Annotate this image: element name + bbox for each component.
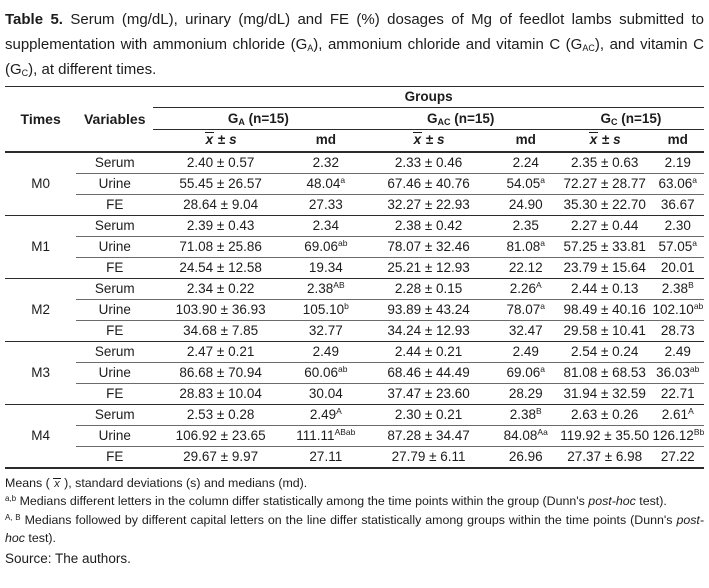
mean-sd-cell: 28.83 ± 10.04 bbox=[153, 383, 288, 404]
median-cell: 2.35 bbox=[494, 215, 558, 236]
median-cell: 27.11 bbox=[288, 446, 363, 468]
mean-sd-cell: 2.54 ± 0.24 bbox=[558, 341, 652, 362]
table-row bbox=[5, 341, 704, 362]
table-row bbox=[5, 215, 704, 236]
group-header-gac: $G_{AC}$ (n=15) bbox=[364, 107, 558, 129]
median-cell: 69.06$^{ab}$ bbox=[288, 236, 363, 257]
variable-label: Serum bbox=[76, 215, 153, 236]
mean-sd-cell: 2.40 ± 0.57 bbox=[153, 152, 288, 174]
median-header: md bbox=[494, 129, 558, 152]
mean-sd-cell: 93.89 ± 43.24 bbox=[364, 299, 494, 320]
table-row bbox=[5, 257, 704, 278]
median-cell: $2.26^A$ bbox=[494, 278, 558, 299]
median-cell: 36.67 bbox=[652, 194, 704, 215]
mean-sd-cell: 72.27 ± 28.77 bbox=[558, 173, 652, 194]
variable-label: Serum bbox=[76, 152, 153, 174]
mean-sd-cell: 27.37 ± 6.98 bbox=[558, 446, 652, 468]
median-cell: $2.38^{AB}$ bbox=[288, 278, 363, 299]
median-cell: 2.19 bbox=[652, 152, 704, 174]
time-label: M4 bbox=[5, 404, 76, 468]
variable-label: Urine bbox=[76, 236, 153, 257]
mean-sd-cell: 2.27 ± 0.44 bbox=[558, 215, 652, 236]
data-table bbox=[5, 86, 704, 469]
significance-superscript: ABab bbox=[334, 427, 356, 438]
median-cell: 48.04$^a$ bbox=[288, 173, 363, 194]
median-cell: 32.77 bbox=[288, 320, 363, 341]
mean-sd-cell: 68.46 ± 44.49 bbox=[364, 362, 494, 383]
significance-superscript: ab bbox=[689, 364, 700, 375]
table-row bbox=[5, 173, 704, 194]
variable-label: Serum bbox=[76, 278, 153, 299]
variable-label: FE bbox=[76, 383, 153, 404]
median-cell: 2.49 bbox=[494, 341, 558, 362]
header-row-groups bbox=[5, 86, 704, 107]
median-cell: 22.71 bbox=[652, 383, 704, 404]
median-cell: 28.29 bbox=[494, 383, 558, 404]
median-cell: $126.12^{Bb}$ bbox=[652, 425, 704, 446]
significance-superscript: a bbox=[540, 238, 545, 249]
table-row bbox=[5, 194, 704, 215]
median-cell: 36.03$^{ab}$ bbox=[652, 362, 704, 383]
mean-sd-cell: 27.79 ± 6.11 bbox=[364, 446, 494, 468]
significance-superscript: a bbox=[692, 175, 698, 186]
median-cell: 78.07$^a$ bbox=[494, 299, 558, 320]
mean-sd-header: x ± s bbox=[153, 129, 288, 152]
significance-superscript: A bbox=[688, 406, 694, 417]
mean-sd-cell: 2.44 ± 0.21 bbox=[364, 341, 494, 362]
median-cell: 32.47 bbox=[494, 320, 558, 341]
table-row bbox=[5, 152, 704, 174]
table-caption: Table 5. Serum (mg/dL), urinary (mg/dL) and FE (%) dosages of Mg of feedlot lambs submitted to supplementation with ammonium chloride $(G_A)$, ammonium chloride and vitamin C $(G_{AC})$, and vitamin C $(G_C)$, at different times. bbox=[5, 11, 704, 79]
mean-sd-cell: 32.27 ± 22.93 bbox=[364, 194, 494, 215]
mean-sd-cell: 81.08 ± 68.53 bbox=[558, 362, 652, 383]
table-row bbox=[5, 362, 704, 383]
mean-sd-cell: 29.67 ± 9.97 bbox=[153, 446, 288, 468]
mean-sd-cell: 31.94 ± 32.59 bbox=[558, 383, 652, 404]
median-cell: 57.05$^a$ bbox=[652, 236, 704, 257]
mean-sd-cell: 2.63 ± 0.26 bbox=[558, 404, 652, 425]
footnote-means: Means ( x ), standard deviations (s) and medians (md). bbox=[5, 475, 308, 490]
median-cell: 2.32 bbox=[288, 152, 363, 174]
mean-sd-cell: 67.46 ± 40.76 bbox=[364, 173, 494, 194]
variable-label: FE bbox=[76, 194, 153, 215]
variable-label: Urine bbox=[76, 173, 153, 194]
significance-superscript: b bbox=[344, 301, 349, 312]
table-header bbox=[5, 86, 704, 152]
significance-superscript: A bbox=[336, 406, 342, 417]
variable-label: Urine bbox=[76, 362, 153, 383]
median-cell: $2.38^B$ bbox=[494, 404, 558, 425]
median-cell: 60.06$^{ab}$ bbox=[288, 362, 363, 383]
median-cell: 2.30 bbox=[652, 215, 704, 236]
mean-sd-header: x ± s bbox=[558, 129, 652, 152]
mean-sd-cell: 2.47 ± 0.21 bbox=[153, 341, 288, 362]
median-cell: 102.10$^{ab}$ bbox=[652, 299, 704, 320]
time-label: M0 bbox=[5, 152, 76, 216]
mean-sd-cell: 25.21 ± 12.93 bbox=[364, 257, 494, 278]
mean-sd-cell: 2.53 ± 0.28 bbox=[153, 404, 288, 425]
significance-superscript: a bbox=[692, 238, 698, 249]
variable-label: FE bbox=[76, 320, 153, 341]
variable-label: Serum bbox=[76, 404, 153, 425]
median-cell: 2.49 bbox=[652, 341, 704, 362]
mean-sd-cell: 2.33 ± 0.46 bbox=[364, 152, 494, 174]
median-cell: 24.90 bbox=[494, 194, 558, 215]
mean-sd-cell: 57.25 ± 33.81 bbox=[558, 236, 652, 257]
median-cell: 28.73 bbox=[652, 320, 704, 341]
mean-sd-cell: 24.54 ± 12.58 bbox=[153, 257, 288, 278]
significance-superscript: Aa bbox=[537, 427, 548, 438]
mean-sd-cell: 35.30 ± 22.70 bbox=[558, 194, 652, 215]
groups-header: Groups bbox=[153, 86, 704, 107]
table-row bbox=[5, 404, 704, 425]
mean-sd-cell: 86.68 ± 70.94 bbox=[153, 362, 288, 383]
mean-sd-cell: 34.24 ± 12.93 bbox=[364, 320, 494, 341]
mean-sd-cell: 106.92 ± 23.65 bbox=[153, 425, 288, 446]
footnote-column-letters: $^{a,b}$ Medians different letters in the column differ statistically among the time points within the group (Dunn's post-hoc test). bbox=[5, 494, 667, 509]
median-cell: 63.06$^a$ bbox=[652, 173, 704, 194]
significance-superscript: a bbox=[540, 175, 545, 186]
median-cell: 20.01 bbox=[652, 257, 704, 278]
mean-sd-cell: 2.34 ± 0.22 bbox=[153, 278, 288, 299]
table-row bbox=[5, 425, 704, 446]
significance-superscript: a bbox=[540, 301, 545, 312]
mean-sd-cell: 55.45 ± 26.57 bbox=[153, 173, 288, 194]
group-header-gc: $G_C$ (n=15) bbox=[558, 107, 704, 129]
group-header-ga: $G_A$ (n=15) bbox=[153, 107, 363, 129]
median-cell: 2.24 bbox=[494, 152, 558, 174]
table-row bbox=[5, 320, 704, 341]
column-header-variables: Variables bbox=[76, 86, 153, 152]
median-cell: 19.34 bbox=[288, 257, 363, 278]
median-cell: 105.10$^b$ bbox=[288, 299, 363, 320]
significance-superscript: a bbox=[340, 175, 346, 186]
significance-superscript: ab bbox=[337, 364, 348, 375]
source-note: Source: The authors. bbox=[5, 551, 131, 566]
mean-sd-cell: 2.44 ± 0.13 bbox=[558, 278, 652, 299]
significance-superscript: A bbox=[536, 280, 542, 291]
variable-label: Urine bbox=[76, 425, 153, 446]
mean-sd-cell: 28.64 ± 9.04 bbox=[153, 194, 288, 215]
median-cell: $2.61^A$ bbox=[652, 404, 704, 425]
variable-label: FE bbox=[76, 257, 153, 278]
median-cell: 81.08$^a$ bbox=[494, 236, 558, 257]
time-label: M1 bbox=[5, 215, 76, 278]
mean-sd-cell: 119.92 ± 35.50 bbox=[558, 425, 652, 446]
table-body bbox=[5, 152, 704, 468]
median-cell: 2.49 bbox=[288, 341, 363, 362]
median-cell: 30.04 bbox=[288, 383, 363, 404]
table-footnotes bbox=[5, 474, 704, 566]
mean-sd-cell: 37.47 ± 23.60 bbox=[364, 383, 494, 404]
significance-superscript: ab bbox=[693, 301, 704, 312]
footnote-line-letters: $^{A, B}$ Medians followed by different capital letters on the line differ statistically among groups within the time points (Dunn's post-hoc test). bbox=[5, 512, 704, 546]
median-cell: 27.33 bbox=[288, 194, 363, 215]
table-row bbox=[5, 236, 704, 257]
median-header: md bbox=[652, 129, 704, 152]
table-row bbox=[5, 383, 704, 404]
significance-superscript: AB bbox=[333, 280, 345, 291]
median-cell: 26.96 bbox=[494, 446, 558, 468]
mean-sd-cell: 98.49 ± 40.16 bbox=[558, 299, 652, 320]
significance-superscript: ab bbox=[337, 238, 348, 249]
mean-sd-cell: 2.39 ± 0.43 bbox=[153, 215, 288, 236]
median-cell: 2.34 bbox=[288, 215, 363, 236]
column-header-times: Times bbox=[5, 86, 76, 152]
median-cell: 27.22 bbox=[652, 446, 704, 468]
median-header: md bbox=[288, 129, 363, 152]
median-cell: 54.05$^a$ bbox=[494, 173, 558, 194]
time-label: M3 bbox=[5, 341, 76, 404]
mean-sd-cell: 34.68 ± 7.85 bbox=[153, 320, 288, 341]
variable-label: FE bbox=[76, 446, 153, 468]
median-cell: $2.38^B$ bbox=[652, 278, 704, 299]
mean-sd-cell: 103.90 ± 36.93 bbox=[153, 299, 288, 320]
mean-sd-cell: 2.35 ± 0.63 bbox=[558, 152, 652, 174]
significance-superscript: Bb bbox=[693, 427, 704, 438]
table-row bbox=[5, 278, 704, 299]
median-cell: $2.49^A$ bbox=[288, 404, 363, 425]
median-cell: $111.11^{ABab}$ bbox=[288, 425, 363, 446]
mean-sd-cell: 78.07 ± 32.46 bbox=[364, 236, 494, 257]
significance-superscript: a bbox=[540, 364, 545, 375]
significance-superscript: B bbox=[536, 406, 542, 417]
median-cell: 69.06$^a$ bbox=[494, 362, 558, 383]
mean-sd-cell: 29.58 ± 10.41 bbox=[558, 320, 652, 341]
mean-sd-cell: 23.79 ± 15.64 bbox=[558, 257, 652, 278]
mean-sd-cell: 2.38 ± 0.42 bbox=[364, 215, 494, 236]
median-cell: 22.12 bbox=[494, 257, 558, 278]
mean-sd-cell: 2.30 ± 0.21 bbox=[364, 404, 494, 425]
mean-sd-cell: 87.28 ± 34.47 bbox=[364, 425, 494, 446]
variable-label: Serum bbox=[76, 341, 153, 362]
time-label: M2 bbox=[5, 278, 76, 341]
table-row bbox=[5, 446, 704, 468]
mean-sd-cell: 2.28 ± 0.15 bbox=[364, 278, 494, 299]
table-row bbox=[5, 299, 704, 320]
mean-sd-cell: 71.08 ± 25.86 bbox=[153, 236, 288, 257]
significance-superscript: B bbox=[688, 280, 694, 291]
median-cell: $84.08^{Aa}$ bbox=[494, 425, 558, 446]
variable-label: Urine bbox=[76, 299, 153, 320]
mean-sd-header: x ± s bbox=[364, 129, 494, 152]
